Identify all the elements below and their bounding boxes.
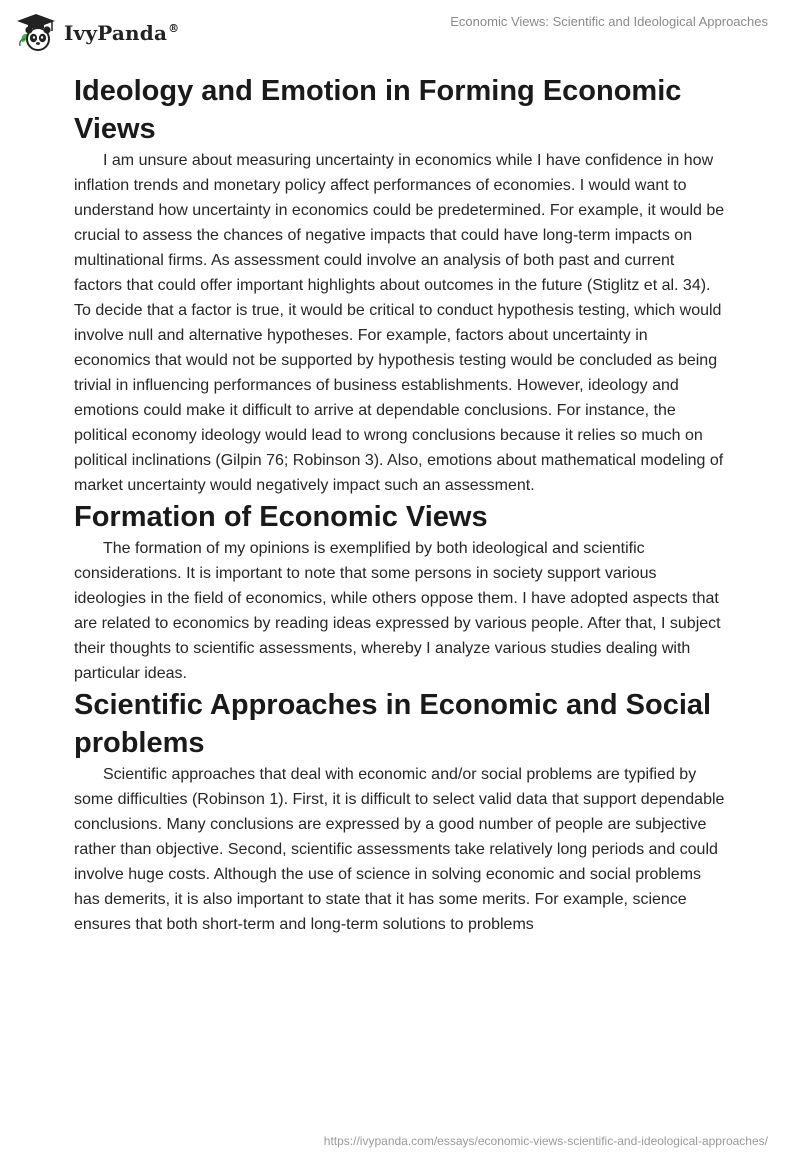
section-heading-formation: Formation of Economic Views <box>74 501 488 533</box>
section-heading-ideology: Ideology and Emotion in Forming Economic Views <box>74 75 682 145</box>
logo-wordmark: IvyPanda® <box>64 21 180 45</box>
panda-graduate-icon <box>14 12 58 52</box>
section-heading-scientific: Scientific Approaches in Economic and Social problems <box>74 689 712 759</box>
document-title: Economic Views: Scientific and Ideological Approaches <box>450 14 768 29</box>
section-paragraph-formation: The formation of my opinions is exemplified by both ideological and scientific considerations. It is important to note that some persons in society support various ideologies in the field of economics, while others oppose them. I have adopted aspects that are related to economics by reading ideas expressed by various people. After that, I subject their thoughts to scientific assessments, whereby I analyze various studies dealing with particular ideas. <box>74 540 721 682</box>
section-paragraph-ideology: I am unsure about measuring uncertainty in economics while I have confidence in how inflation trends and monetary policy affect performances of economies. I would want to understand how uncertainty in economics could be predetermined. For example, it would be crucial to assess the chances of negative impacts that could have long-term impacts on multinational firms. As assessment could involve an analysis of both past and current factors that could offer important highlights about outcomes in the future (Stiglitz et al. 34). To decide that a factor is true, it would be critical to conduct hypothesis testing, which would involve null and alternative hypotheses. For example, factors about uncertainty in economics that would not be supported by hypothesis testing would be concluded as being trivial in influencing performances of business establishments. However, ideology and emotions could make it difficult to arrive at dependable conclusions. For instance, the political economy ideology would lead to wrong conclusions because it relies so much on political inclinations (Gilpin 76; Robinson 3). Also, emotions about mathematical modeling of market uncertainty would negatively impact such an assessment. <box>74 152 725 494</box>
page-header <box>0 0 800 60</box>
essay-content <box>74 72 726 937</box>
section-paragraph-scientific: Scientific approaches that deal with economic and/or social problems are typified by some difficulties (Robinson 1). First, it is difficult to select valid data that support dependable conclusions. Many conclusions are expressed by a good number of people are subjective rather than objective. Second, scientific assessments take relatively long periods and could involve huge costs. Although the use of science in solving economic and social problems has demerits, it is also important to state that it has some merits. For example, science ensures that both short-term and long-term solutions to problems <box>74 766 725 933</box>
source-url-link[interactable]: https://ivypanda.com/essays/economic-views-scientific-and-ideological-approaches/ <box>323 1134 768 1148</box>
ivypanda-logo[interactable] <box>14 10 179 54</box>
